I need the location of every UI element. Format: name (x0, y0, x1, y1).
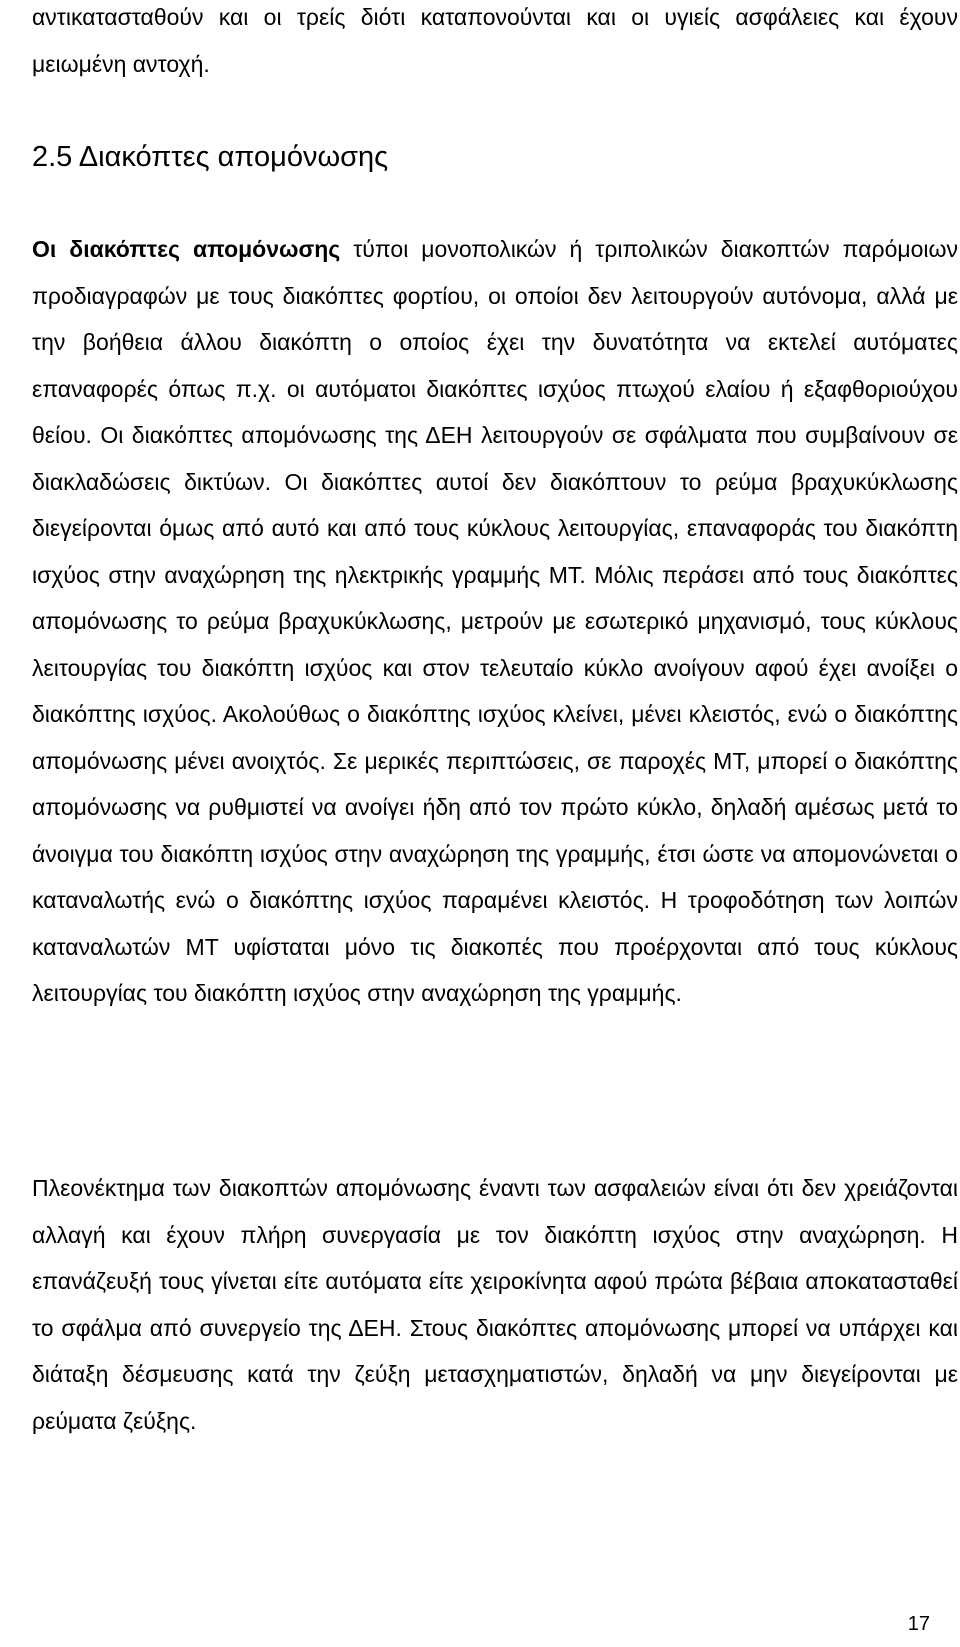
top-paragraph: αντικατασταθούν και οι τρείς διότι καταπονούνται και οι υγιείς ασφάλειες και έχουν μειωμένη αντοχή. (32, 4, 958, 77)
paragraph-isolation-switches (32, 226, 958, 1017)
page-number: 17 (907, 1613, 930, 1635)
paragraph-advantages: Πλεονέκτημα των διακοπτών απομόνωσης έναντι των ασφαλειών είναι ότι δεν χρειάζονται αλλαγή και έχουν πλήρη συνεργασία με τον διακόπτη ισχύος στην αναχώρηση. Η επανάζευξή τους γίνεται είτε αυτόματα είτε χειροκίνητα αφού πρώτα βέβαια αποκατασταθεί το σφάλμα από συνεργείο της ΔΕΗ. Στους διακόπτες απομόνωσης μπορεί να υπάρχει και διάταξη δέσμευσης κατά την ζεύξη μετασχηματιστών, δηλαδή να μην διεγείρονται με ρεύματα ζεύξης. (32, 1175, 958, 1434)
paragraph-body: τύποι μονοπολικών ή τριπολικών διακοπτών παρόμοιων προδιαγραφών με τους διακόπτες φορτίου, οι οποίοι δεν λειτουργούν αυτόνομα, αλλά με την βοήθεια άλλου διακόπτη ο οποίος έχει την δυνατότητα να εκτελεί αυτόματες επαναφορές όπως π.χ. οι αυτόματοι διακόπτες ισχύος πτωχού ελαίου ή εξαφθοριούχου θείου. Οι διακόπτες απομόνωσης της ΔΕΗ λειτουργούν σε σφάλματα που συμβαίνουν σε διακλαδώσεις δικτύων. Οι διακόπτες αυτοί δεν διακόπτουν το ρεύμα βραχυκύκλωσης διεγείρονται όμως από αυτό και από τους κύκλους λειτουργίας, επαναφοράς του διακόπτη ισχύος στην αναχώρηση της ηλεκτρικής γραμμής ΜΤ. Μόλις περάσει από τους διακόπτες απομόνωσης το ρεύμα βραχυκύκλωσης, μετρούν με εσωτερικό μηχανισμό, τους κύκλους λειτουργίας του διακόπτη ισχύος και στον τελευταίο κύκλο ανοίγουν αφού έχει ανοίξει ο διακόπτης ισχύος. Ακολούθως ο διακόπτης ισχύος κλείνει, μένει κλειστός, ενώ ο διακόπτης απομόνωσης μένει ανοιχτός. Σε μερικές περιπτώσεις, σε παροχές ΜΤ, μπορεί ο διακόπτης απομόνωσης να ρυθμιστεί να ανοίγει ήδη από τον πρώτο κύκλο, δηλαδή αμέσως μετά το άνοιγμα του διακόπτη ισχύος στην αναχώρηση της γραμμής, έτσι ώστε να απομονώνεται ο καταναλωτής ενώ ο διακόπτης ισχύος παραμένει κλειστός. Η τροφοδότηση των λοιπών καταναλωτών ΜΤ υφίσταται μόνο τις διακοπές που προέρχονται από τους κύκλους λειτουργίας του διακόπτη ισχύος στην αναχώρηση της γραμμής. (32, 236, 958, 1006)
paragraph-lead-term: Οι διακόπτες απομόνωσης (32, 236, 341, 262)
section-heading: 2.5 Διακόπτες απομόνωσης (32, 141, 389, 173)
